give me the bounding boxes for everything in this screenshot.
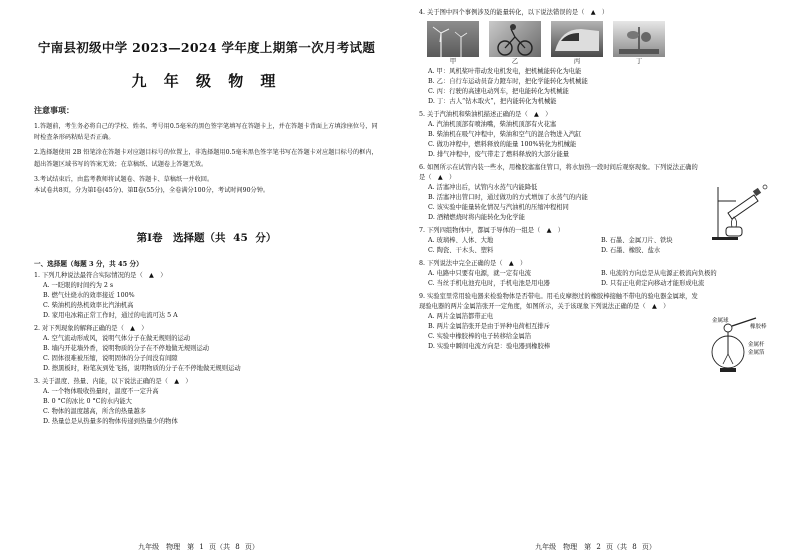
note-item: 1.答题前，考生务必将自己的学校、姓名、考号用0.5毫米的黑色签字笔填写在答题卡上，并在答题卡背面上方填涂座位号，同时检查条形码粘贴是否正确。 (34, 123, 378, 142)
option: C. 丙：行驶的高速电动列车，把电能转化为机械能 (428, 88, 569, 95)
question-stem: 3. 关于温度、热量、内能，以下说法正确的是（ ▲ ） (34, 378, 192, 386)
question-6 (419, 163, 774, 223)
question-stem: 1. 下列几种说法最符合实际情况的是（ ▲ ） (34, 272, 167, 280)
option: B. 活塞冲出管口时，通过做功的方式增加了水蒸气的内能 (428, 194, 588, 201)
photo-label: 乙 (511, 58, 519, 65)
photo-label: 甲 (449, 58, 457, 65)
bullet-train-photo (551, 21, 603, 57)
note-item: 2.选择题使用 2B 铅笔涂在答题卡对应题目标号的位置上，非选择题用0.5毫米黑色签字笔书写在答题卡对应题目标号的框内，超出答题区域书写的答案无效；在草稿纸、试题卷上答题无效。 (34, 149, 378, 168)
figure-label: 金属球 (712, 318, 729, 324)
page-footer: 九年级 物理 第 1 页（共 8 页） (138, 543, 259, 551)
option: D. 只有正电荷定向移动才能形成电流 (601, 280, 705, 287)
option: D. 丁：古人“钻木取火”，把内能转化为机械能 (428, 98, 557, 105)
option: B. 乙：自行车运动员奋力蹬车时，把化学能转化为机械能 (428, 78, 588, 85)
exam-subtitle: 九 年 级 物 理 (131, 72, 282, 90)
option: C. 物体的温度越高，所含的热量越多 (43, 408, 147, 416)
note-item: 本试卷共8页，分为第Ⅰ卷(45分)、第Ⅱ卷(55分)，全卷满分100分，考试时间90分钟。 (34, 187, 270, 195)
option: B. 石墨、金属刀片、铁块 (601, 237, 673, 244)
option: C. 陶瓷、干木头、塑料 (428, 247, 494, 254)
page-footer: 九年级 物理 第 2 页（共 8 页） (535, 543, 656, 551)
option: B. 墙内开花墙外香，说明物质的分子在不停地做无规则运动 (43, 345, 210, 353)
question-5 (419, 110, 774, 160)
question-2 (34, 324, 379, 374)
photo-labels (427, 57, 774, 67)
option: D. 酒精燃烧时将内能转化为化学能 (428, 214, 525, 221)
question-stem: 9. 实验室里常用验电器来检验物体是否带电。用毛皮摩擦过的橡胶棒接触不带电的验电器金属球，发现验电器的两片金属箔张开一定角度，如图所示，关于该现象下列说法正确的是（ ▲ ） (419, 293, 698, 310)
electroscope-figure (706, 316, 774, 374)
option: C. 该实验中能量转化情况与汽油机的压缩冲程相同 (428, 204, 569, 211)
option: A. 一眨眼的时间约为 2 s (43, 282, 114, 290)
option: B. 柴油机在吸气冲程中，柴油和空气的混合物进入汽缸 (428, 131, 582, 138)
notes-list (34, 121, 379, 196)
figure-label: 金属箔 (748, 350, 765, 356)
question-stem: 8. 下列说法中完全正确的是（ ▲ ） (419, 260, 527, 267)
question-1 (34, 271, 379, 321)
option: B. 两片金属箔张开是由于异种电荷相互排斥 (428, 323, 550, 330)
option: C. 当丝手机电池充电时，手机电池是用电器 (428, 280, 550, 287)
option: A. 两片金属箔都带正电 (428, 313, 494, 320)
section-title: 第Ⅰ卷 选择题（共 45 分） (136, 232, 277, 245)
wind-turbine-photo (427, 21, 479, 57)
exam-title: 宁南县初级中学 2023—2024 学年度上期第一次月考试题 (37, 40, 376, 55)
option: A. 电路中只要有电源，就一定有电流 (428, 270, 532, 277)
question-3 (34, 377, 379, 427)
part-title: 一、选择题（每题 3 分，共 45 分） (34, 260, 143, 269)
option: C. 固体很难被压缩，说明固体的分子间没有间隙 (43, 355, 178, 363)
option: D. 实验中瞬间电流方向是：验电器到橡胶棒 (428, 343, 551, 350)
option: A. 空气流动形成风，说明气体分子在做无规则的运动 (43, 335, 191, 343)
question-stem: 6. 如图所示在试管内装一些水，用橡胶塞塞住管口，将水加热一段时间后观察现象。下列说法正确的是（ ▲ ） (419, 164, 698, 181)
option: B. 燃气灶烧水的效率接近 100% (43, 292, 135, 300)
question-stem: 2. 对下列现象的解释正确的是（ ▲ ） (34, 325, 148, 333)
question-stem: 5. 关于汽油机和柴油机描述正确的是（ ▲ ） (419, 111, 552, 118)
option-grid (419, 269, 774, 289)
question-stem: 4. 关于图中四个事例涉及的能量转化，以下说法错误的是（ ▲ ） (419, 9, 609, 16)
photo-row (427, 21, 774, 57)
question-4 (419, 8, 774, 107)
option: D. 热量总是从热量多的物体传递到热量少的物体 (43, 418, 178, 426)
option: D. 擦黑板时，粉笔灰到处飞扬，说明物质的分子在不停地做无规则运动 (43, 365, 241, 373)
option: B. 0 °C的冰比 0 °C的水内能大 (43, 398, 132, 406)
option: D. 排气冲程中，废气带走了燃料释放的大部分能量 (428, 151, 570, 158)
question-stem: 7. 下列四组物体中，都属于导体的一组是（ ▲ ） (419, 227, 565, 234)
notes-title: 注意事项： (34, 105, 74, 115)
figure-label: 金属杆 (748, 342, 765, 348)
option: B. 电流的方向总是从电源正极流向负极的 (601, 270, 717, 277)
photo-label: 丙 (573, 58, 581, 65)
test-tube-heating-figure (710, 181, 772, 241)
option: D. 家用电冰箱正常工作时，通过的电流可达 5 A (43, 312, 178, 320)
option: C. 柴油机的热机效率比汽油机高 (43, 302, 134, 310)
question-9 (419, 292, 774, 356)
option: A. 活塞冲出后，试管内水蒸气内能降低 (428, 184, 538, 191)
option: C. 实验中橡胶棒的电子转移给金属箔 (428, 333, 532, 340)
option: A. 玻璃棒、人体、大地 (428, 237, 494, 244)
question-8 (419, 259, 774, 289)
figure-label: 橡胶棒 (750, 324, 767, 330)
photo-label: 丁 (635, 58, 643, 65)
option: A. 汽油机顶部有喷油嘴，柴油机顶部有火花塞 (428, 121, 557, 128)
drill-fire-photo (613, 21, 665, 57)
option: D. 石墨、橡胶、盐水 (601, 247, 661, 254)
page-2 (397, 0, 794, 558)
option: A. 一个物体吸收热量时，温度不一定升高 (43, 388, 159, 396)
note-item: 3.考试结束后，由监考教师将试题卷、答题卡、草稿纸一并收回。 (34, 175, 214, 183)
option: C. 做功冲程中，燃料释放的能量 100%转化为机械能 (428, 141, 577, 148)
cyclist-photo (489, 21, 541, 57)
option: A. 甲：风机桨叶带动发电机发电，把机械能转化为电能 (428, 68, 582, 75)
